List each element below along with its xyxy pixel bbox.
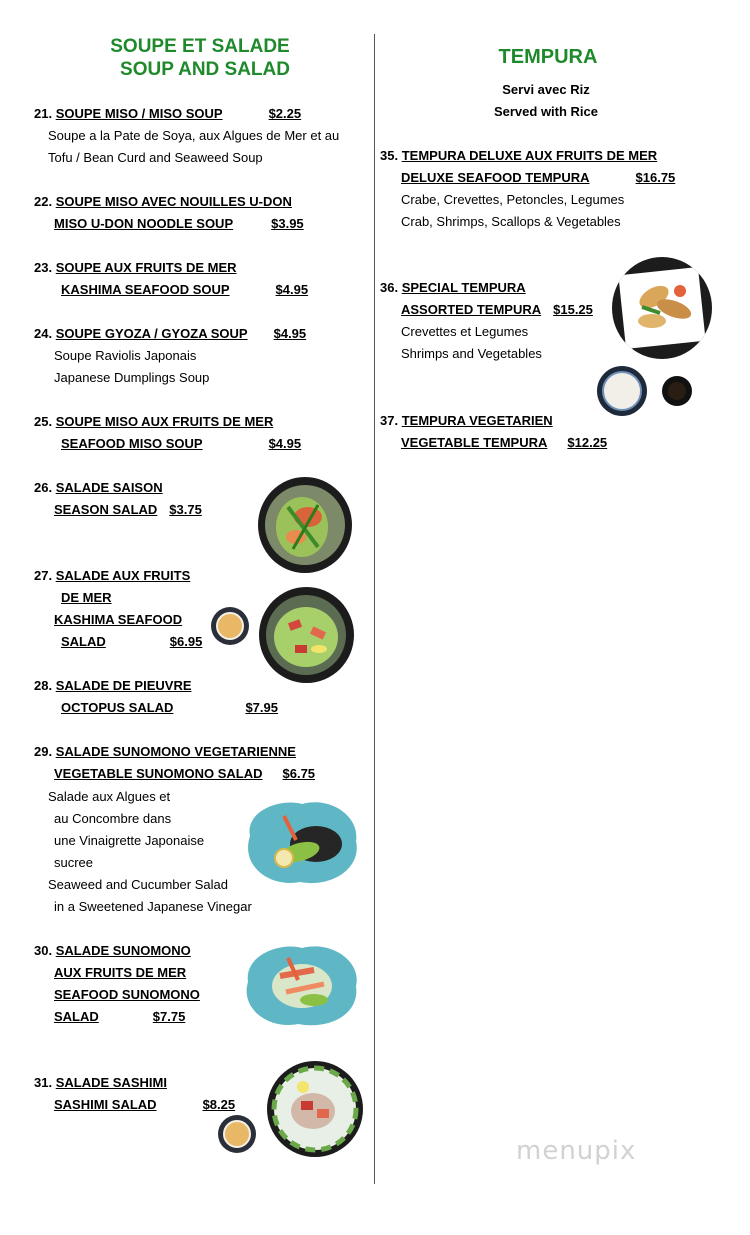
assorted-tempura-photo: [612, 257, 712, 359]
menupix-watermark: menupix: [516, 1136, 637, 1166]
item-29-desc-3: une Vinaigrette Japonaise: [54, 833, 205, 848]
item-21-desc-2: Tofu / Bean Curd and Seaweed Soup: [48, 150, 263, 165]
item-36-title: 36. SPECIAL TEMPURA: [380, 280, 526, 295]
item-30-title-3: SEAFOOD SUNOMONO: [54, 987, 200, 1002]
item-29-desc-4: sucree: [54, 855, 94, 870]
item-27-title-3: KASHIMA SEAFOOD: [54, 612, 183, 627]
item-37-title-en: VEGETABLE TEMPURA $12.25: [401, 435, 608, 450]
left-title-fr: SOUPE ET SALADE: [110, 36, 290, 57]
item-37-title: 37. TEMPURA VEGETARIEN: [380, 413, 553, 428]
dressing-bowl-photo: [211, 607, 249, 645]
item-23-title-en: KASHIMA SEAFOOD SOUP $4.95: [61, 282, 309, 297]
item-27-title: 27. SALADE AUX FRUITS: [34, 568, 191, 583]
item-28-title-en: OCTOPUS SALAD $7.95: [61, 700, 278, 715]
item-29-title: 29. SALADE SUNOMONO VEGETARIENNE: [34, 744, 296, 759]
item-25-title-en: SEAFOOD MISO SOUP $4.95: [61, 436, 302, 451]
item-31-price: $8.25: [202, 1097, 236, 1112]
item-27-price: $6.95: [169, 634, 203, 649]
item-26-price: $3.75: [169, 502, 202, 517]
seafood-salad-photo: [259, 587, 354, 683]
item-24-price: $4.95: [273, 326, 307, 341]
item-31-title-en: SASHIMI SALAD $8.25: [54, 1097, 236, 1112]
item-24-desc-1: Soupe Raviolis Japonais: [54, 348, 197, 363]
item-36-price: $15.25: [553, 302, 593, 317]
item-29-price: $6.75: [282, 766, 316, 781]
item-35-desc-2: Crab, Shrimps, Scallops & Vegetables: [401, 214, 621, 229]
item-35-title: 35. TEMPURA DELUXE AUX FRUITS DE MER: [380, 148, 658, 163]
left-title-en: SOUP AND SALAD: [120, 59, 290, 80]
sashimi-salad-photo: [267, 1061, 363, 1157]
right-sub-en: Served with Rice: [493, 104, 599, 119]
item-21-title: 21. SOUPE MISO / MISO SOUP $2.25: [34, 106, 302, 121]
item-30-title-4: SALAD $7.75: [54, 1009, 186, 1024]
item-35-title-en: DELUXE SEAFOOD TEMPURA $16.75: [401, 170, 676, 185]
item-30-price: $7.75: [152, 1009, 186, 1024]
sashimi-dressing-bowl-photo: [218, 1115, 256, 1153]
item-36-title-en: ASSORTED TEMPURA $15.25: [401, 302, 593, 317]
item-37-price: $12.25: [567, 435, 608, 450]
item-29-title-en: VEGETABLE SUNOMONO SALAD $6.75: [54, 766, 316, 781]
item-28-title: 28. SALADE DE PIEUVRE: [34, 678, 192, 693]
item-35-desc-1: Crabe, Crevettes, Petoncles, Legumes: [401, 192, 625, 207]
item-29-desc-2: au Concombre dans: [54, 811, 172, 826]
item-27-title-2: DE MER: [61, 590, 112, 605]
item-24-title: 24. SOUPE GYOZA / GYOZA SOUP $4.95: [34, 326, 307, 341]
right-title: TEMPURA: [498, 46, 598, 68]
item-24-desc-2: Japanese Dumplings Soup: [54, 370, 210, 385]
item-31-title: 31. SALADE SASHIMI: [34, 1075, 167, 1090]
item-27-title-4: SALAD $6.95: [61, 634, 203, 649]
item-29-desc-5: Seaweed and Cucumber Salad: [48, 877, 228, 892]
item-23-price: $4.95: [275, 282, 309, 297]
season-salad-photo: [258, 477, 352, 573]
item-36-desc-2: Shrimps and Vegetables: [401, 346, 542, 361]
item-30-title-2: AUX FRUITS DE MER: [54, 965, 187, 980]
column-divider: [374, 34, 375, 1184]
item-28-price: $7.95: [245, 700, 278, 715]
item-21-price: $2.25: [268, 106, 302, 121]
item-26-title: 26. SALADE SAISON: [34, 480, 163, 495]
right-sub-fr: Servi avec Riz: [502, 82, 590, 97]
item-26-title-en: SEASON SALAD $3.75: [54, 502, 202, 517]
item-29-desc-6: in a Sweetened Japanese Vinegar: [54, 899, 252, 914]
item-22-title: 22. SOUPE MISO AVEC NOUILLES U-DON: [34, 194, 292, 209]
seafood-sunomono-photo: [240, 940, 362, 1030]
item-21-desc-1: Soupe a la Pate de Soya, aux Algues de Mer et au: [48, 128, 340, 143]
rice-bowl-photo: [597, 366, 647, 416]
item-35-price: $16.75: [635, 170, 676, 185]
item-25-price: $4.95: [268, 436, 302, 451]
tempura-sauce-bowl-photo: [662, 376, 692, 406]
vegetable-sunomono-photo: [240, 796, 362, 888]
item-25-title: 25. SOUPE MISO AUX FRUITS DE MER: [34, 414, 274, 429]
item-23-title: 23. SOUPE AUX FRUITS DE MER: [34, 260, 237, 275]
item-29-desc-1: Salade aux Algues et: [48, 789, 171, 804]
item-36-desc-1: Crevettes et Legumes: [401, 324, 529, 339]
item-22-price: $3.95: [271, 216, 304, 231]
item-22-title-en: MISO U-DON NOODLE SOUP $3.95: [54, 216, 304, 231]
item-30-title: 30. SALADE SUNOMONO: [34, 943, 191, 958]
